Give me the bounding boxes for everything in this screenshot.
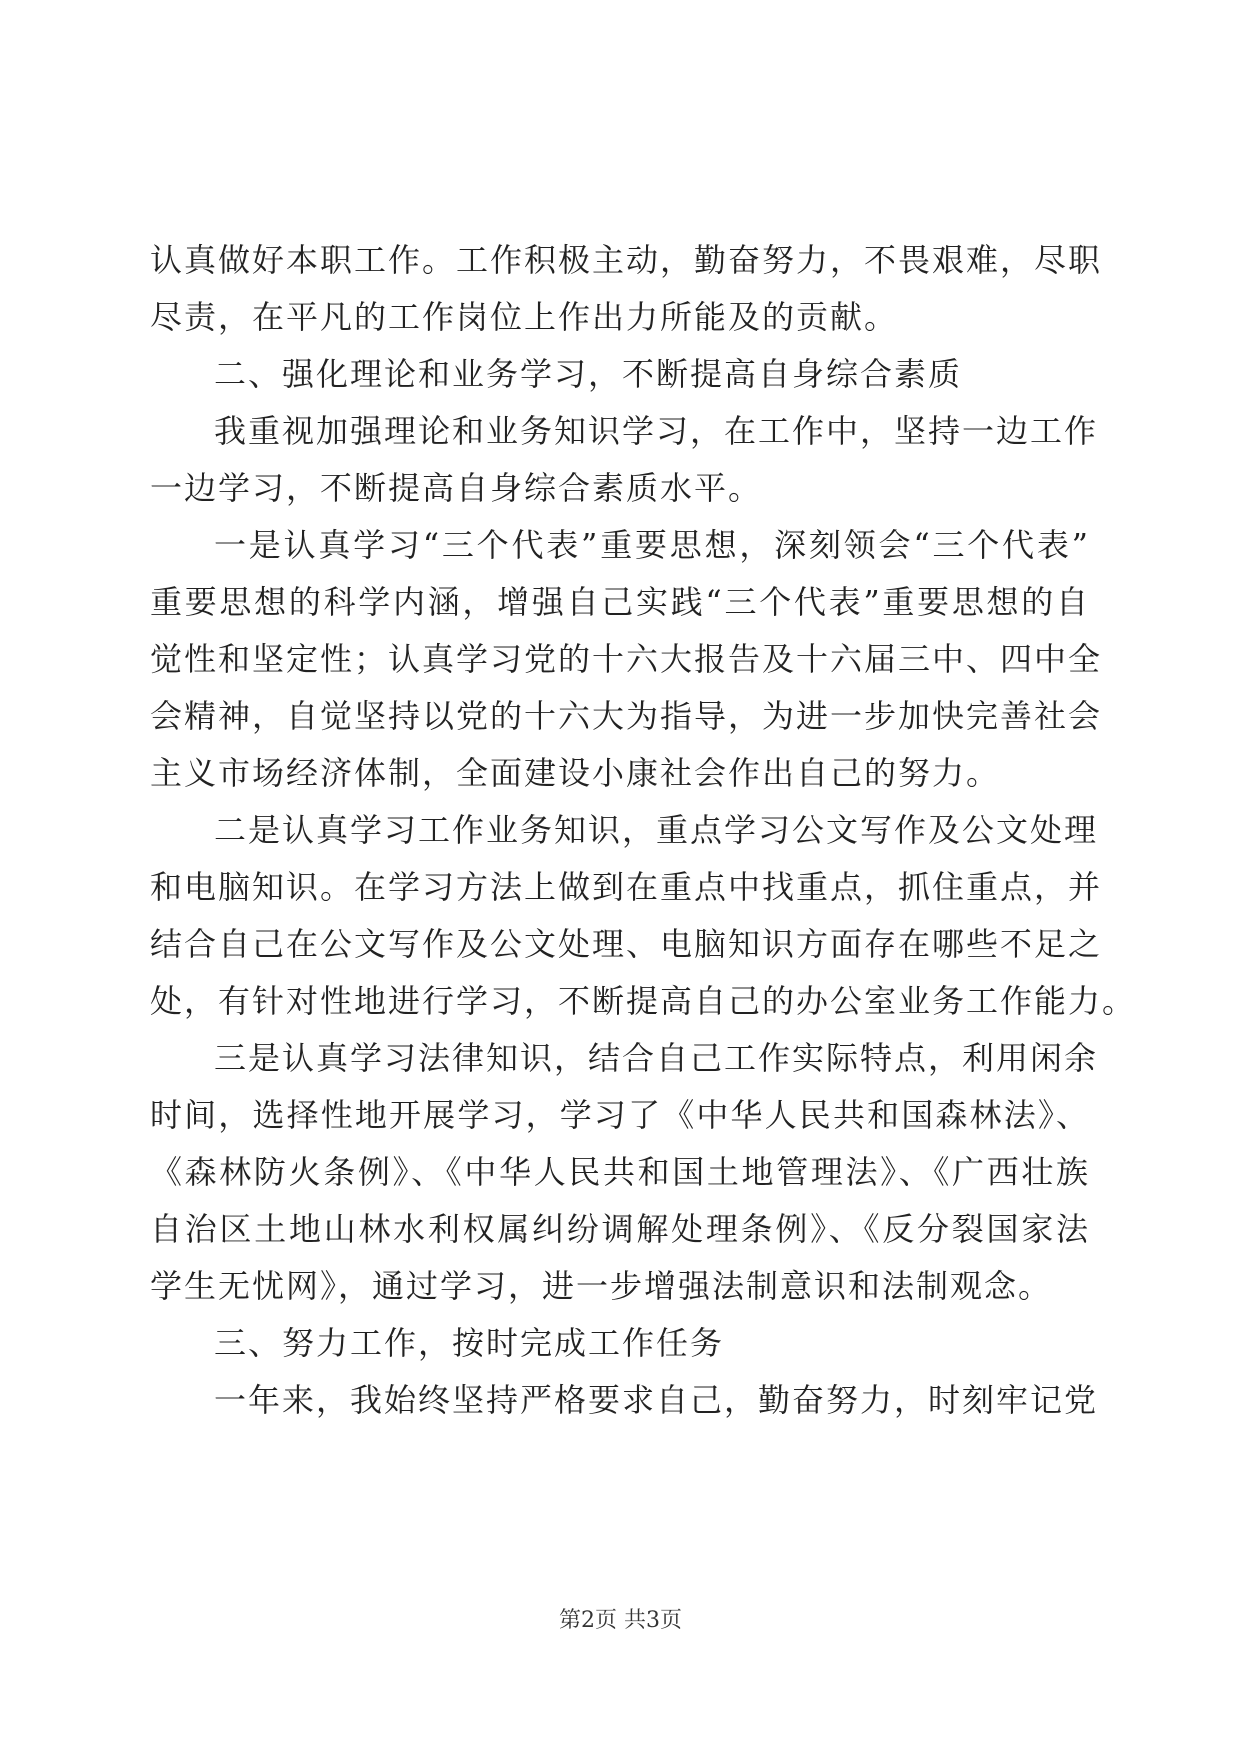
text-line: 结合自己在公文写作及公文处理、电脑知识方面存在哪些不足之: [150, 925, 1103, 963]
text-line: 尽责，在平凡的工作岗位上作出力所能及的贡献。: [150, 298, 899, 336]
text-line: 和电脑知识。在学习方法上做到在重点中找重点，抓住重点，并: [150, 868, 1103, 906]
text-line: 自治区土地山林水利权属纠纷调解处理条例》、《反分裂国家法: [150, 1210, 1090, 1248]
text-line: 会精神，自觉坚持以党的十六大为指导，为进一步加快完善社会: [150, 697, 1103, 735]
text-line: 一边学习，不断提高自身综合素质水平。: [150, 469, 763, 507]
text-line: 二是认真学习工作业务知识，重点学习公文写作及公文处理: [214, 811, 1099, 849]
text-line: 三是认真学习法律知识，结合自己工作实际特点，利用闲余: [214, 1039, 1099, 1077]
text-line: 学生无忧网》，通过学习，进一步增强法制意识和法制观念。: [150, 1267, 1053, 1305]
text-line: 处，有针对性地进行学习，不断提高自己的办公室业务工作能力。: [150, 982, 1137, 1020]
text-line: 觉性和坚定性；认真学习党的十六大报告及十六届三中、四中全: [150, 640, 1103, 678]
text-line: 主义市场经济体制，全面建设小康社会作出自己的努力。: [150, 754, 1001, 792]
section-heading: 三、努力工作，按时完成工作任务: [214, 1324, 725, 1362]
section-heading: 二、强化理论和业务学习，不断提高自身综合素质: [214, 355, 963, 393]
text-line: 我重视加强理论和业务知识学习，在工作中，坚持一边工作: [214, 412, 1099, 450]
page-footer: 第2页 共3页: [559, 1608, 682, 1633]
text-line: 认真做好本职工作。工作积极主动，勤奋努力，不畏艰难，尽职: [150, 241, 1103, 279]
text-line: 《森林防火条例》、《中华人民共和国土地管理法》、《广西壮族: [150, 1153, 1090, 1191]
text-line: 一是认真学习“三个代表”重要思想，深刻领会“三个代表”: [214, 526, 1090, 564]
text-line: 重要思想的科学内涵，增强自己实践“三个代表”重要思想的自: [150, 583, 1090, 621]
text-line: 时间，选择性地开展学习，学习了《中华人民共和国森林法》、: [150, 1096, 1090, 1134]
text-line: 一年来，我始终坚持严格要求自己，勤奋努力，时刻牢记党: [214, 1381, 1099, 1419]
